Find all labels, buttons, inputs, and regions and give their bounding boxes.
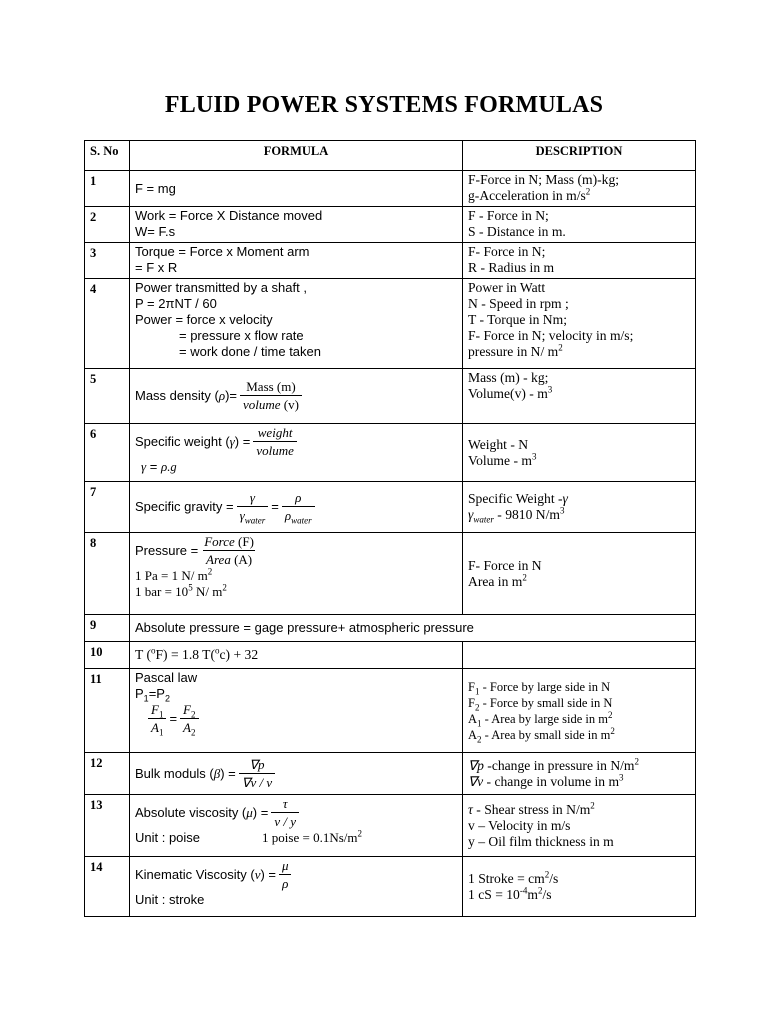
fraction — [271, 796, 299, 830]
fraction — [237, 490, 269, 524]
formula-text: = — [149, 459, 158, 474]
formula-line: P = 2πNT / 60 — [135, 296, 217, 311]
description-text: - change in volume in m — [483, 773, 620, 789]
numerator — [180, 702, 198, 718]
fraction — [253, 425, 297, 459]
table-row — [85, 857, 696, 917]
description-cell — [463, 207, 696, 243]
table-row — [85, 243, 696, 279]
formula-line: W= F.s — [135, 224, 176, 239]
formula-text: T ( — [135, 647, 151, 662]
description-line: F - Force in N; — [468, 208, 549, 223]
formula-cell — [130, 795, 463, 857]
description-text: - Shear stress in N/m — [472, 801, 591, 817]
superscript: 2 — [585, 186, 591, 197]
superscript: 2 — [522, 571, 527, 582]
fraction — [148, 702, 166, 736]
denominator-unit: (A) — [234, 552, 253, 567]
formula-line: Power = force x velocity — [135, 312, 273, 327]
formula-line: = work done / time taken — [179, 344, 321, 359]
formula-text: =P — [148, 686, 165, 701]
denominator: ∇v / v — [239, 773, 275, 791]
description-cell — [463, 482, 696, 533]
superscript: 3 — [531, 450, 537, 461]
formula-line: Unit : stroke — [135, 892, 205, 907]
description-cell — [463, 642, 696, 669]
table-row — [85, 171, 696, 207]
subscript: 2 — [477, 734, 482, 744]
description-cell — [463, 795, 696, 857]
formula-text: ) = — [220, 765, 236, 781]
row-number: 13 — [85, 795, 130, 857]
formula-cell — [130, 207, 463, 243]
formula-line: 1 bar = 10 — [135, 584, 189, 599]
numerator: ∇p — [249, 756, 265, 772]
row-number: 2 — [85, 207, 130, 243]
numerator: weight — [257, 425, 293, 440]
description-cell — [463, 424, 696, 482]
formula-text: P — [135, 686, 144, 701]
numerator: μ — [282, 858, 289, 873]
numerator-italic: Force — [204, 534, 235, 549]
denominator — [148, 718, 166, 736]
gamma-symbol: γ — [229, 434, 235, 449]
header-sno: S. No — [85, 141, 130, 171]
description-text: /s — [542, 886, 552, 902]
formula-cell — [130, 857, 463, 917]
description-text: A — [468, 711, 478, 726]
superscript: 2 — [608, 709, 613, 720]
superscript: 2 — [544, 868, 550, 879]
page-title: FLUID POWER SYSTEMS FORMULAS — [164, 92, 604, 118]
row-number: 8 — [85, 533, 130, 615]
formula-cell — [130, 171, 463, 207]
description-text: - Force by small side in N — [479, 695, 613, 710]
description-cell — [463, 243, 696, 279]
description-text: m — [527, 886, 538, 902]
fraction — [240, 379, 302, 413]
formula-cell — [130, 642, 463, 669]
formula-text: Kinematic Viscosity ( — [135, 867, 255, 882]
denominator-italic: A — [183, 720, 191, 735]
table-row — [85, 279, 696, 369]
superscript: 3 — [619, 771, 624, 782]
denominator: volume — [253, 441, 297, 459]
numerator: ρ — [295, 490, 302, 505]
description-line: Specific Weight - — [468, 491, 563, 506]
denominator-italic: A — [151, 720, 159, 735]
formula-cell — [130, 424, 463, 482]
denominator — [237, 506, 269, 524]
formula-line: Power transmitted by a shaft , — [135, 280, 307, 295]
superscript: 3 — [547, 384, 553, 395]
numerator: γ — [249, 490, 255, 505]
description-line: N - Speed in rpm ; — [468, 296, 569, 311]
superscript: 2 — [537, 884, 543, 895]
description-line: T - Torque in Nm; — [468, 312, 567, 327]
gamma-symbol: γ — [468, 507, 474, 522]
subscript: 2 — [191, 727, 196, 738]
formula-text: = — [271, 499, 279, 514]
row-number: 14 — [85, 857, 130, 917]
gamma-symbol: γ — [239, 508, 245, 523]
table-row — [85, 669, 696, 753]
subscript: 1 — [474, 686, 480, 696]
table-row — [85, 533, 696, 615]
table-row — [85, 753, 696, 795]
description-cell — [463, 753, 696, 795]
description-line: F- Force in N — [468, 557, 542, 573]
description-cell — [463, 857, 696, 917]
subscript: 1 — [158, 709, 164, 720]
formula-line: Torque = Force x Moment arm — [135, 244, 310, 259]
numerator — [201, 534, 257, 550]
description-line: Volume(v) - m — [468, 386, 548, 401]
row-number: 12 — [85, 753, 130, 795]
description-text: 1 Stroke = cm — [468, 870, 545, 886]
description-cell — [463, 171, 696, 207]
fraction — [279, 858, 292, 892]
formula-line: Work = Force X Distance moved — [135, 208, 323, 223]
formula-text: F) = 1.8 T( — [155, 647, 216, 662]
formula-line: 1 poise = 0.1Ns/m — [262, 830, 358, 845]
fraction — [201, 534, 257, 568]
superscript: -4 — [519, 884, 528, 895]
superscript: 2 — [634, 755, 640, 766]
description-cell — [463, 279, 696, 369]
subscript: 1 — [143, 693, 149, 704]
formula-text: Absolute viscosity ( — [135, 805, 247, 820]
formula-cell — [130, 243, 463, 279]
formula-text: Specific weight ( — [135, 434, 230, 449]
description-text: 1 cS = 10 — [468, 886, 520, 902]
description-line: S - Distance in m. — [468, 224, 566, 239]
table-row — [85, 482, 696, 533]
formula-line: Pascal law — [135, 670, 198, 685]
tau-symbol: τ — [468, 801, 473, 817]
denominator — [180, 718, 198, 736]
mu-symbol: μ — [246, 805, 253, 820]
formula-cell — [130, 279, 463, 369]
rho-symbol: ρ — [160, 459, 168, 474]
description-cell — [463, 369, 696, 424]
formula-text: )= — [225, 388, 237, 403]
subscript: 2 — [474, 702, 480, 712]
fraction — [282, 490, 315, 524]
table-row — [85, 795, 696, 857]
formula-line: = pressure x flow rate — [179, 328, 304, 343]
description-line: - 9810 N/m — [493, 507, 560, 522]
formula-cell — [130, 615, 696, 642]
nabla-p-symbol: ∇p — [468, 757, 484, 773]
table-row — [85, 424, 696, 482]
description-cell — [463, 669, 696, 753]
header-description: DESCRIPTION — [463, 141, 696, 171]
superscript: o — [150, 645, 156, 656]
superscript: 2 — [558, 342, 563, 353]
description-line: v – Velocity in m/s — [468, 817, 571, 833]
formula-cell — [130, 369, 463, 424]
table-row — [85, 369, 696, 424]
formula-text: .g — [167, 460, 177, 474]
formula-text: F = mg — [135, 180, 176, 196]
table-row — [85, 615, 696, 642]
superscript: 5 — [188, 582, 193, 593]
description-text: F — [468, 679, 475, 694]
description-text: - Force by large side in N — [479, 679, 611, 694]
formula-text: = — [169, 711, 178, 726]
description-line: Mass (m) - kg; — [468, 370, 549, 385]
row-number: 11 — [85, 669, 130, 753]
description-line: y – Oil film thickness in m — [468, 833, 614, 849]
description-line: g-Acceleration in m/s — [468, 188, 586, 203]
formula-text: Bulk moduls ( — [135, 765, 214, 781]
superscript: 2 — [222, 582, 227, 593]
numerator: Mass (m) — [246, 379, 296, 394]
subscript: 1 — [158, 727, 164, 738]
table-header-row — [85, 141, 696, 171]
nu-symbol: ν — [254, 867, 261, 882]
rho-symbol: ρ — [218, 388, 226, 403]
rho-symbol: ρ — [284, 508, 292, 523]
superscript: 2 — [590, 799, 595, 810]
description-line: Volume - m — [468, 452, 532, 468]
fraction — [180, 702, 198, 736]
formula-cell — [130, 482, 463, 533]
description-line: Power in Watt — [468, 280, 546, 295]
superscript: 3 — [559, 505, 565, 516]
numerator-italic: F — [183, 702, 191, 717]
denominator-italic: volume — [242, 397, 281, 412]
description-text: -change in pressure in N/m — [483, 757, 635, 773]
formula-text: ) = — [260, 867, 277, 882]
denominator-italic: Area — [206, 552, 231, 567]
fraction — [239, 757, 275, 791]
description-cell — [463, 533, 696, 615]
row-number: 1 — [85, 171, 130, 207]
formula-cell — [130, 669, 463, 753]
formula-line: Unit : poise — [135, 830, 201, 845]
superscript: 2 — [610, 725, 615, 736]
description-line: F- Force in N; — [468, 244, 546, 259]
denominator — [240, 395, 302, 413]
row-number: 9 — [85, 615, 130, 642]
subscript: 2 — [164, 693, 170, 704]
denominator — [282, 506, 315, 524]
table-row — [85, 207, 696, 243]
description-text: - Area by small side in m — [481, 727, 611, 742]
superscript: o — [215, 645, 220, 656]
formula-text: Mass density ( — [135, 388, 219, 403]
row-number: 10 — [85, 642, 130, 669]
description-line: Area in m — [468, 573, 523, 589]
header-formula: FORMULA — [130, 141, 463, 171]
formula-text: Absolute pressure = gage pressure+ atmospheric pressure — [135, 620, 474, 635]
formula-text: ) = — [234, 434, 251, 449]
description-line: F-Force in N; Mass (m)-kg; — [468, 172, 620, 187]
formula-text: Specific gravity = — [135, 499, 234, 514]
formula-text: c) + 32 — [219, 647, 259, 662]
numerator: τ — [282, 796, 288, 811]
numerator-italic: F — [151, 702, 159, 717]
row-number: 6 — [85, 424, 130, 482]
formula-cell — [130, 753, 463, 795]
description-text: F — [468, 695, 475, 710]
subscript: 1 — [477, 718, 482, 728]
subscript: water — [291, 515, 312, 526]
row-number: 7 — [85, 482, 130, 533]
row-number: 5 — [85, 369, 130, 424]
denominator: ρ — [279, 874, 291, 892]
numerator-unit: (F) — [238, 534, 254, 549]
formula-cell — [130, 533, 463, 615]
numerator — [148, 702, 166, 718]
description-line: pressure in N/ m — [468, 344, 559, 359]
denominator — [203, 550, 255, 568]
superscript: 2 — [357, 828, 362, 839]
formula-line: = F x R — [135, 260, 178, 275]
formula-line: 1 Pa = 1 N/ m — [135, 568, 208, 583]
denominator: v / y — [271, 812, 299, 830]
row-number: 3 — [85, 243, 130, 279]
gamma-symbol: γ — [562, 491, 568, 506]
description-line: Weight - N — [468, 436, 529, 452]
subscript: water — [473, 514, 494, 525]
row-number: 4 — [85, 279, 130, 369]
formula-text: Pressure = — [135, 543, 199, 558]
description-text: /s — [549, 870, 559, 886]
beta-symbol: β — [213, 765, 221, 781]
gamma-symbol: γ — [141, 459, 147, 474]
nabla-v-symbol: ∇v — [468, 773, 484, 789]
formula-line: N/ m — [192, 584, 223, 599]
superscript: 2 — [207, 566, 213, 577]
table-row — [85, 642, 696, 669]
formula-text: ) = — [252, 805, 269, 820]
denominator-unit: (v) — [283, 397, 299, 412]
subscript: 2 — [191, 709, 196, 720]
formula-table — [84, 140, 696, 917]
subscript: water — [244, 515, 266, 526]
description-text: A — [468, 727, 478, 742]
description-line: F- Force in N; velocity in m/s; — [468, 328, 634, 343]
description-text: - Area by large side in m — [481, 711, 609, 726]
description-line: R - Radius in m — [468, 260, 555, 275]
